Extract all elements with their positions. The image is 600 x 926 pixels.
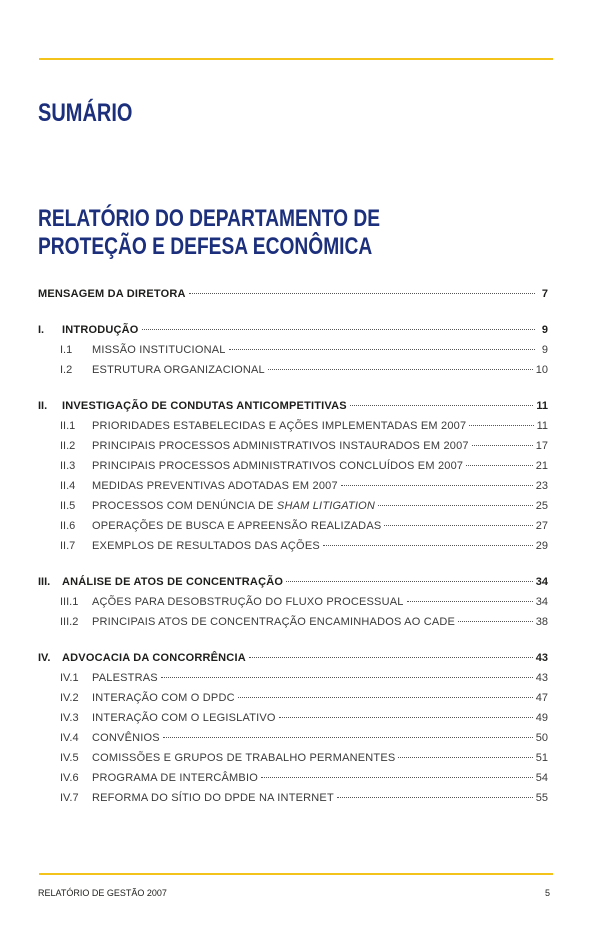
toc-entry-label (92, 788, 334, 808)
toc-entry-label (92, 360, 265, 380)
toc-leader-dots (472, 445, 533, 446)
toc-entry-page: 49 (535, 712, 548, 724)
toc-entry-number: II.4 (60, 480, 76, 492)
toc-subentry[interactable] (38, 592, 548, 612)
toc-leader-dots (384, 525, 532, 526)
toc-entry-number: IV.5 (60, 752, 79, 764)
toc-entry-label (92, 416, 466, 436)
toc-leader-dots (279, 717, 533, 718)
report-title (38, 205, 380, 261)
toc-entry-page: 25 (535, 500, 548, 512)
toc-subentry[interactable] (38, 516, 548, 536)
toc-entry-label (92, 592, 404, 612)
toc-entry-page: 9 (541, 324, 548, 336)
toc-spacer (38, 556, 548, 572)
toc-entry-label (92, 708, 276, 728)
toc-entry-label-text: MISSÃO INSTITUCIONAL (92, 344, 226, 356)
toc-entry-label (92, 688, 235, 708)
toc-entry-label (92, 496, 375, 516)
toc-entry-number: I. (38, 324, 45, 336)
toc-subentry[interactable] (38, 360, 548, 380)
toc-entry-number: II.2 (60, 440, 76, 452)
toc-entry-number: II.7 (60, 540, 76, 552)
toc-entry-label-text: ANÁLISE DE ATOS DE CONCENTRAÇÃO (62, 576, 284, 588)
toc-entry-page: 34 (535, 576, 548, 588)
toc-entry-label (92, 748, 395, 768)
toc-entry-label-italic: SHAM LITIGATION (276, 500, 376, 512)
toc-entry-label-text: INVESTIGAÇÃO DE CONDUTAS ANTICOMPETITIVAS (62, 400, 347, 412)
toc-entry-label (38, 284, 186, 304)
toc-leader-dots (378, 505, 533, 506)
toc-entry-label-text: CONVÊNIOS (92, 732, 160, 744)
toc-entry-label (92, 768, 258, 788)
toc-entry-label-text: ADVOCACIA DA CONCORRÊNCIA (62, 652, 246, 664)
toc-spacer (38, 632, 548, 648)
toc-entry-page: 47 (535, 692, 548, 704)
toc-entry-label-text: INTERAÇÃO COM O LEGISLATIVO (92, 712, 276, 724)
toc-entry-label (92, 516, 381, 536)
toc-leader-dots (286, 581, 533, 582)
toc-entry-page: 38 (535, 616, 548, 628)
toc-leader-dots (398, 757, 532, 758)
toc-entry-number: II.3 (60, 460, 76, 472)
toc-leader-dots (407, 601, 533, 602)
toc-entry-label-text: COMISSÕES E GRUPOS DE TRABALHO PERMANENTES (92, 752, 396, 764)
toc-entry-number: IV.3 (60, 712, 79, 724)
toc-entry[interactable] (38, 572, 548, 592)
toc-subentry[interactable] (38, 688, 548, 708)
toc-entry-page: 11 (536, 400, 548, 412)
toc-entry-label-text: INTERAÇÃO COM O DPDC (92, 692, 235, 704)
toc-leader-dots (261, 777, 533, 778)
toc-entry-page: 10 (535, 364, 548, 376)
toc-entry-page: 17 (535, 440, 548, 452)
toc-leader-dots (249, 657, 533, 658)
toc-leader-dots (163, 737, 533, 738)
toc-entry[interactable] (38, 284, 548, 304)
toc-entry-label (62, 572, 283, 592)
toc-entry-page: 55 (535, 792, 548, 804)
toc-leader-dots (268, 369, 533, 370)
toc-entry-number: IV.2 (60, 692, 79, 704)
toc-leader-dots (142, 329, 535, 330)
toc-entry-number: I.1 (60, 344, 73, 356)
toc-entry-label (92, 668, 158, 688)
toc-entry-number: IV.1 (60, 672, 79, 684)
toc-subentry[interactable] (38, 708, 548, 728)
toc-leader-dots (229, 349, 535, 350)
toc-entry-number: III. (38, 576, 51, 588)
toc-leader-dots (341, 485, 533, 486)
toc-subentry[interactable] (38, 788, 548, 808)
toc-subentry[interactable] (38, 536, 548, 556)
toc-subentry[interactable] (38, 496, 548, 516)
toc-entry-number: I.2 (60, 364, 73, 376)
toc-entry-number: IV. (38, 652, 51, 664)
page-footer (38, 888, 550, 898)
toc-entry-label-text: PRINCIPAIS PROCESSOS ADMINISTRATIVOS INSTAURADOS EM 2007 (92, 440, 469, 452)
toc-subentry[interactable] (38, 668, 548, 688)
toc-entry-label-text: MEDIDAS PREVENTIVAS ADOTADAS EM 2007 (92, 480, 338, 492)
report-title-line-1: RELATÓRIO DO DEPARTAMENTO DE (38, 205, 381, 232)
toc-entry-label-text: PROCESSOS COM DENÚNCIA DE (92, 500, 274, 512)
toc-entry-label (62, 396, 347, 416)
toc-entry-number: II. (38, 400, 48, 412)
toc-subentry[interactable] (38, 436, 548, 456)
footer-title: RELATÓRIO DE GESTÃO 2007 (38, 888, 167, 898)
toc-entry-page: 11 (536, 420, 548, 432)
toc-entry-page: 29 (535, 540, 548, 552)
toc-entry-number: IV.4 (60, 732, 79, 744)
toc-entry-number: II.6 (60, 520, 76, 532)
report-title-line-2: PROTEÇÃO E DEFESA ECONÔMICA (38, 233, 373, 260)
toc-subentry[interactable] (38, 416, 548, 436)
toc-entry-page: 51 (535, 752, 548, 764)
toc-entry-number: IV.7 (60, 792, 79, 804)
toc-entry-page: 54 (535, 772, 548, 784)
toc-entry-page: 43 (535, 672, 548, 684)
page-title: SUMÁRIO (38, 99, 133, 127)
toc-subentry[interactable] (38, 612, 548, 632)
toc-leader-dots (337, 797, 533, 798)
toc-entry[interactable] (38, 648, 548, 668)
toc-entry-label-text: INTRODUÇÃO (62, 324, 139, 336)
toc-entry-label (92, 476, 338, 496)
toc-subentry[interactable] (38, 748, 548, 768)
toc-entry-number: II.5 (60, 500, 76, 512)
toc-entry-number: II.1 (60, 420, 76, 432)
toc-entry-label-text: MENSAGEM DA DIRETORA (38, 288, 186, 300)
toc-entry-label (92, 456, 463, 476)
toc-entry-label (62, 320, 139, 340)
toc-leader-dots (350, 405, 534, 406)
toc-entry-page: 21 (535, 460, 548, 472)
toc-entry-page: 50 (535, 732, 548, 744)
toc-entry-label-text: PROGRAMA DE INTERCÂMBIO (92, 772, 258, 784)
toc-entry-page: 9 (541, 344, 548, 356)
toc-entry-label-text: PRIORIDADES ESTABELECIDAS E AÇÕES IMPLEMENTADAS EM 2007 (92, 420, 467, 432)
toc-entry-label (92, 436, 469, 456)
toc-entry-page: 34 (535, 596, 548, 608)
bottom-rule (39, 873, 553, 875)
toc-leader-dots (161, 677, 533, 678)
top-rule (39, 58, 553, 60)
toc-entry-label-text: PRINCIPAIS ATOS DE CONCENTRAÇÃO ENCAMINHADOS AO CADE (92, 616, 456, 628)
toc-leader-dots (469, 425, 533, 426)
toc-spacer (38, 304, 548, 320)
toc-entry-label (92, 536, 320, 556)
toc-subentry[interactable] (38, 476, 548, 496)
toc-subentry[interactable] (38, 768, 548, 788)
toc-entry-page: 23 (535, 480, 548, 492)
toc-entry-label-text: REFORMA DO SÍTIO DO DPDE NA INTERNET (92, 792, 334, 804)
toc-entry-label (62, 648, 246, 668)
toc-entry-number: III.1 (60, 596, 79, 608)
toc-leader-dots (458, 621, 533, 622)
toc-entry-page: 7 (541, 288, 548, 300)
toc-entry-label-text: OPERAÇÕES DE BUSCA E APREENSÃO REALIZADAS (92, 520, 382, 532)
toc-entry-label-text: AÇÕES PARA DESOBSTRUÇÃO DO FLUXO PROCESSUAL (92, 596, 404, 608)
table-of-contents (38, 284, 548, 808)
toc-entry[interactable] (38, 320, 548, 340)
toc-subentry[interactable] (38, 456, 548, 476)
toc-leader-dots (323, 545, 533, 546)
toc-subentry[interactable] (38, 728, 548, 748)
toc-entry-label (92, 340, 226, 360)
toc-leader-dots (189, 293, 535, 294)
toc-spacer (38, 380, 548, 396)
toc-entry-page: 43 (535, 652, 548, 664)
toc-entry-label-text: ESTRUTURA ORGANIZACIONAL (92, 364, 265, 376)
toc-leader-dots (238, 697, 533, 698)
toc-entry-number: IV.6 (60, 772, 79, 784)
toc-subentry[interactable] (38, 340, 548, 360)
toc-entry-label (92, 728, 160, 748)
toc-entry-label (92, 612, 455, 632)
toc-entry-label-text: PALESTRAS (92, 672, 158, 684)
toc-entry[interactable] (38, 396, 548, 416)
toc-entry-label-text: PRINCIPAIS PROCESSOS ADMINISTRATIVOS CONCLUÍDOS EM 2007 (92, 460, 464, 472)
footer-page-number: 5 (544, 888, 550, 898)
toc-leader-dots (466, 465, 533, 466)
toc-entry-number: III.2 (60, 616, 79, 628)
toc-entry-page: 27 (535, 520, 548, 532)
toc-entry-label-text: EXEMPLOS DE RESULTADOS DAS AÇÕES (92, 540, 320, 552)
